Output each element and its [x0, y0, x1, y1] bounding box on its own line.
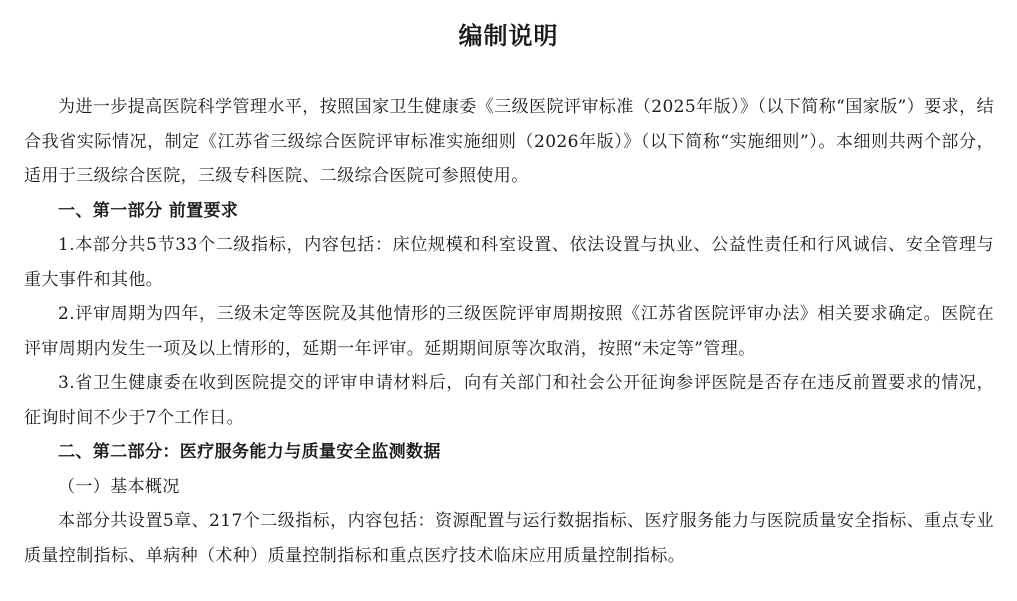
section1-item2: 2.评审周期为四年，三级未定等医院及其他情形的三级医院评审周期按照《江苏省医院评审办法》相关要求确定。医院在评审周期内发生一项及以上情形的，延期一年评审。延期期间原等次取消，按照“未定等”管理。 [24, 304, 994, 359]
intro-paragraph: 为进一步提高医院科学管理水平，按照国家卫生健康委《三级医院评审标准（2025年版）》（以下简称“国家版”）要求，结合我省实际情况，制定《江苏省三级综合医院评审标准实施细则（2026年版）》（以下简称“实施细则”）。本细则共两个部分，适用于三级综合医院，三级专科医院、二级综合医院可参照使用。 [24, 97, 994, 186]
section2-paragraph: 本部分共设置5章、217个二级指标，内容包括：资源配置与运行数据指标、医疗服务能力与医院质量安全指标、重点专业质量控制指标、单病种（术种）质量控制指标和重点医疗技术临床应用质量控制指标。 [24, 511, 994, 566]
section2-heading: 二、第二部分：医疗服务能力与质量安全监测数据 [58, 442, 441, 462]
section1-heading: 一、第一部分 前置要求 [58, 200, 239, 221]
document-body [24, 90, 994, 573]
document-title: 编制说明 [458, 22, 559, 50]
section1-item3: 3.省卫生健康委在收到医院提交的评审申请材料后，向有关部门和社会公开征询参评医院是否存在违反前置要求的情况，征询时间不少于7个工作日。 [24, 373, 994, 428]
section1-item1: 1.本部分共5节33个二级指标，内容包括：床位规模和科室设置、依法设置与执业、公益性责任和行风诚信、安全管理与重大事件和其他。 [24, 235, 994, 290]
section2-subheading: （一）基本概况 [58, 476, 180, 497]
